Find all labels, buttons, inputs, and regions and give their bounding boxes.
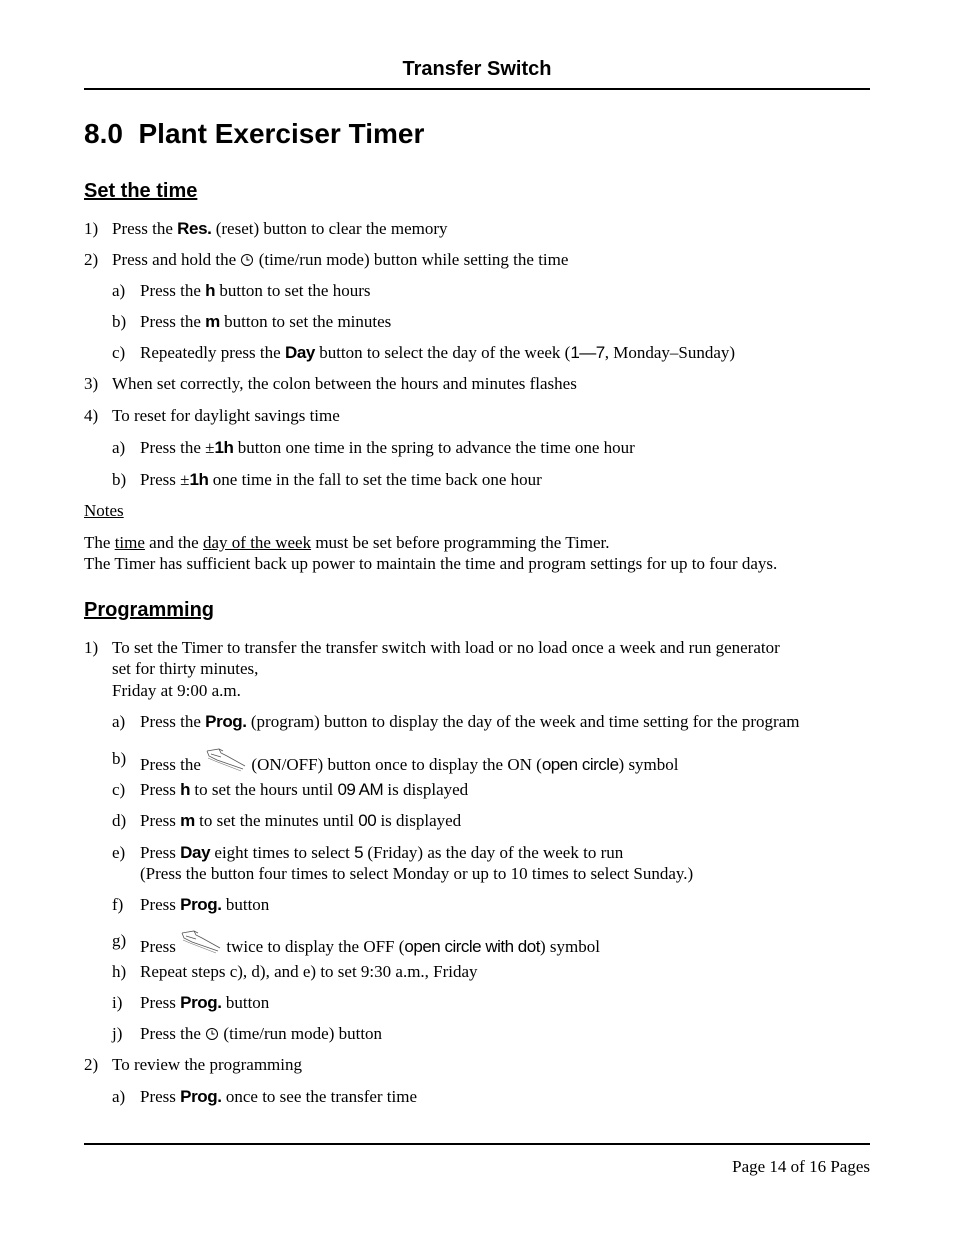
- list-item: Press h to set the hours until 09 AM is displayed: [140, 780, 469, 799]
- list-number: 2): [84, 250, 99, 269]
- list-number: 1): [84, 219, 99, 238]
- list-item: Press the (time/run mode) button: [140, 1023, 382, 1046]
- list-item: When set correctly, the colon between the hours and minutes flashes: [112, 374, 577, 393]
- list-letter: j): [112, 1024, 123, 1043]
- list-item: Repeat steps c), d), and e) to set 9:30 a.m., Friday: [140, 962, 478, 981]
- list-letter: b): [112, 312, 127, 331]
- list-letter: e): [112, 843, 126, 862]
- list-item: To reset for daylight savings time: [112, 406, 340, 425]
- list-item: Press the Prog. (program) button to display the day of the week and time setting for the program: [140, 712, 800, 731]
- list-number: 4): [84, 406, 99, 425]
- list-item: Press Prog. button: [140, 993, 270, 1012]
- list-item: Press Day eight times to select 5 (Friday) as the day of the week to run: [140, 843, 624, 862]
- list-letter: c): [112, 780, 126, 799]
- list-letter: b): [112, 749, 127, 768]
- page-number: Page 14 of 16 Pages: [732, 1157, 870, 1176]
- note-text: The Timer has sufficient back up power to maintain the time and program settings for up to four days.: [84, 554, 778, 573]
- list-letter: h): [112, 962, 127, 981]
- list-item: Press the h button to set the hours: [140, 281, 371, 300]
- set-time-heading: Set the time: [84, 180, 198, 202]
- list-letter: d): [112, 811, 127, 830]
- list-letter: a): [112, 438, 126, 457]
- list-letter: a): [112, 281, 126, 300]
- page-header-title: Transfer Switch: [402, 58, 552, 80]
- section-title: 8.0 Plant Exerciser Timer: [84, 118, 425, 149]
- list-item: Press ±1h one time in the fall to set the time back one hour: [140, 470, 542, 489]
- list-item: Press the (ON/OFF) button once to display the ON (open circle) symbol: [140, 748, 679, 777]
- list-letter: g): [112, 931, 127, 950]
- list-item: Repeatedly press the Day button to select the day of the week (1—7, Monday–Sunday): [140, 343, 736, 362]
- list-item: Press twice to display the OFF (open circle with dot) symbol: [140, 930, 600, 959]
- list-item: Press and hold the (time/run mode) button while setting the time: [112, 249, 568, 272]
- list-item: Press Prog. button: [140, 895, 270, 914]
- clock-icon: [240, 251, 254, 272]
- list-letter: a): [112, 712, 126, 731]
- programming-heading: Programming: [84, 599, 215, 621]
- note-text: The time and the day of the week must be set before programming the Timer.: [84, 533, 610, 552]
- list-letter: c): [112, 343, 126, 362]
- list-item: Press the ±1h button one time in the spring to advance the time one hour: [140, 438, 635, 457]
- header-rule: [84, 88, 870, 90]
- list-item: Press m to set the minutes until 00 is displayed: [140, 811, 462, 830]
- hand-pointer-icon: [205, 748, 247, 777]
- list-item-line: Friday at 9:00 a.m.: [112, 681, 241, 700]
- list-letter: i): [112, 993, 123, 1012]
- list-item-line: set for thirty minutes,: [112, 659, 259, 678]
- footer-rule: [84, 1143, 870, 1145]
- list-item: Press the m button to set the minutes: [140, 312, 392, 331]
- hand-pointer-icon: [180, 930, 222, 959]
- list-item: Press the Res. (reset) button to clear the memory: [112, 219, 448, 238]
- list-item: To review the programming: [112, 1055, 303, 1074]
- list-number: 2): [84, 1055, 99, 1074]
- clock-icon: [205, 1025, 219, 1046]
- list-letter: f): [112, 895, 124, 914]
- list-letter: b): [112, 470, 127, 489]
- list-item: Press Prog. once to see the transfer time: [140, 1087, 418, 1106]
- list-letter: a): [112, 1087, 126, 1106]
- notes-label: Notes: [84, 501, 124, 520]
- list-item-line: To set the Timer to transfer the transfer switch with load or no load once a week and run generator: [112, 638, 780, 657]
- list-number: 1): [84, 638, 99, 657]
- list-item-line: (Press the button four times to select Monday or up to 10 times to select Sunday.): [140, 864, 694, 883]
- list-number: 3): [84, 374, 99, 393]
